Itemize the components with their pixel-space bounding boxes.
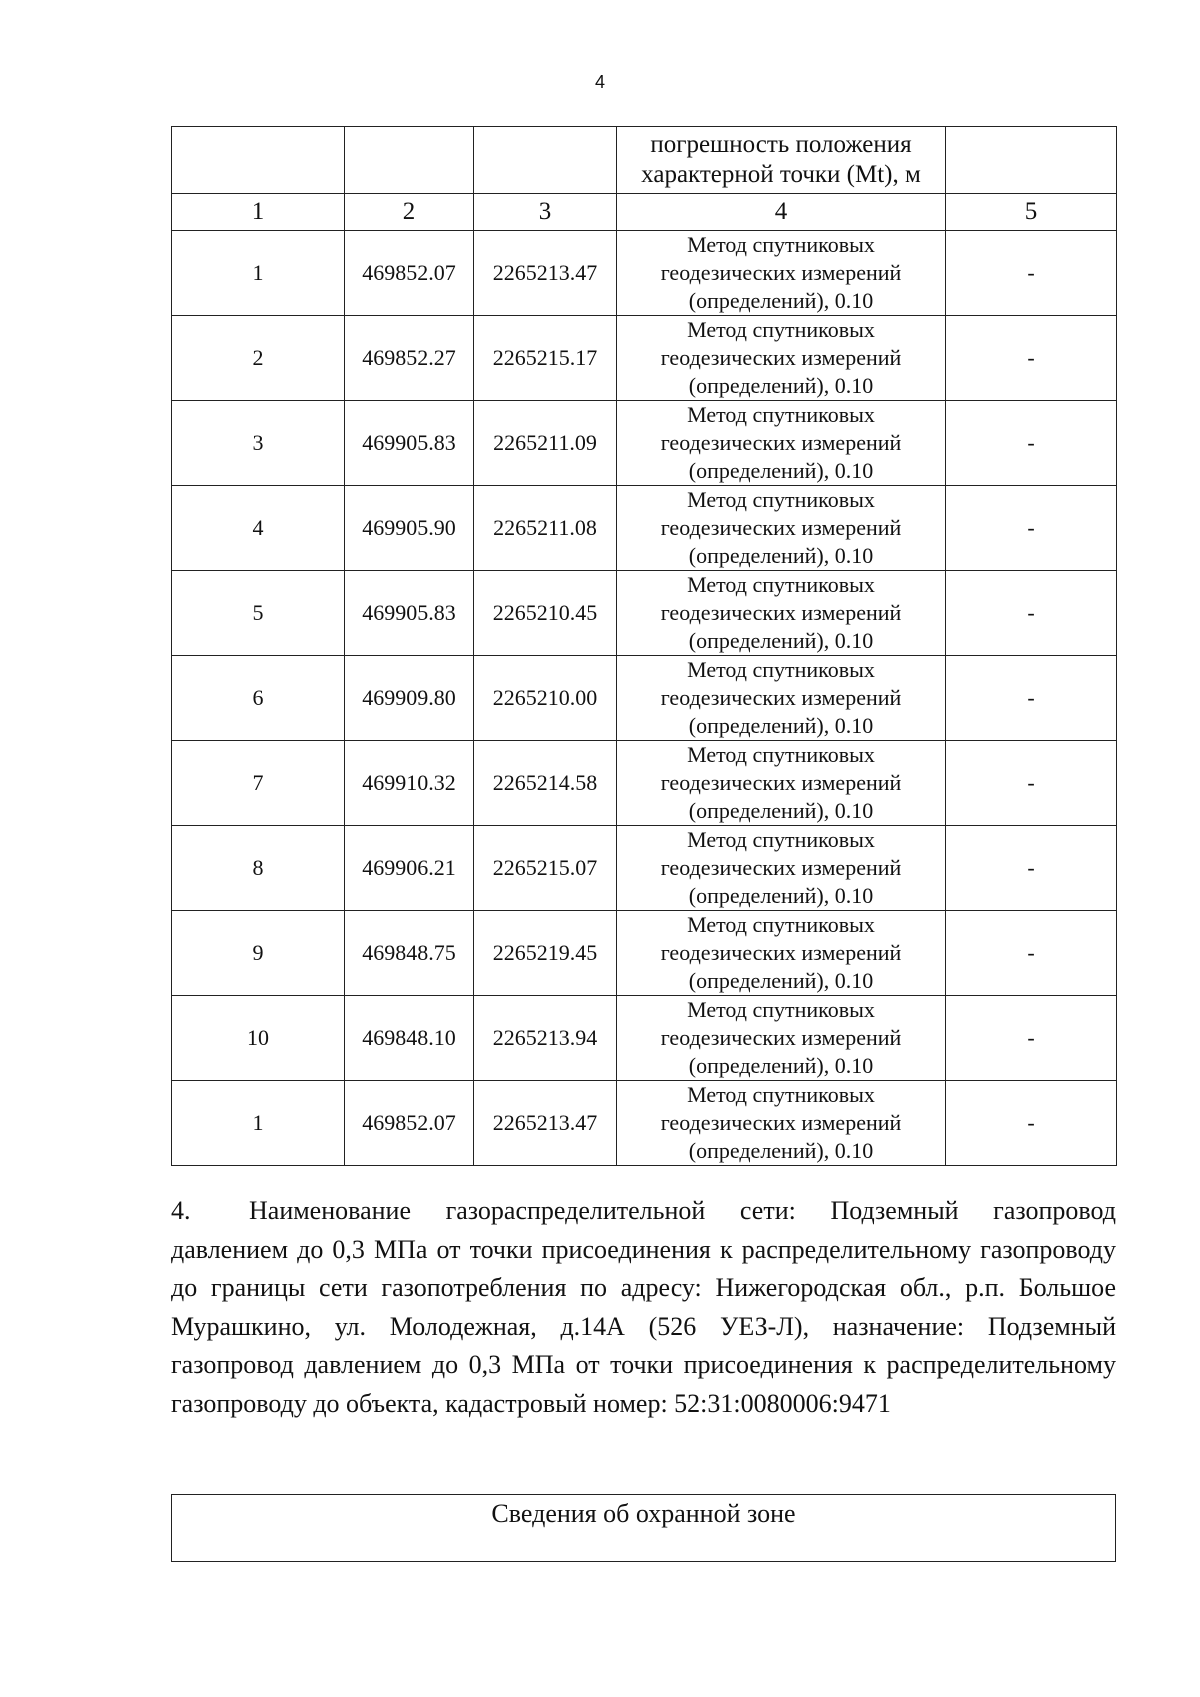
y-coordinate-cell: 2265215.07 <box>474 826 617 911</box>
point-number-cell: 7 <box>172 741 345 826</box>
x-coordinate-cell: 469906.21 <box>345 826 474 911</box>
column-numbers-row <box>172 194 1117 231</box>
y-coordinate-cell: 2265214.58 <box>474 741 617 826</box>
extra-cell: - <box>946 231 1117 316</box>
protection-zone-title: Сведения об охранной зоне <box>491 1499 796 1528</box>
section-text: Наименование газораспределительной сети: Подземный газопровод давлением до 0,3 МПа от точки присоединения к распределительному газопроводу до границы сети газопотребления по адресу: Нижегородская обл., р.п. Большое Мурашкино, ул. Молодежная, д.14А (526 УЕЗ-Л), назначение: Подземный газопровод давлением до 0,3 МПа от точки присоединения к распределительному газопроводу до объекта, кадастровый номер: 52:31:0080006:9471 <box>171 1196 1116 1418</box>
header-cell-accuracy: погрешность положения характерной точки (Mt), м <box>617 127 946 194</box>
x-coordinate-cell: 469909.80 <box>345 656 474 741</box>
y-coordinate-cell: 2265213.94 <box>474 996 617 1081</box>
header-cell-5 <box>946 127 1117 194</box>
y-coordinate-cell: 2265215.17 <box>474 316 617 401</box>
column-number: 2 <box>345 194 474 231</box>
y-coordinate-cell: 2265211.09 <box>474 401 617 486</box>
table-row <box>172 231 1117 316</box>
method-cell: Метод спутниковых геодезических измерений (определений), 0.10 <box>617 826 946 911</box>
y-coordinate-cell: 2265210.00 <box>474 656 617 741</box>
extra-cell: - <box>946 996 1117 1081</box>
method-cell: Метод спутниковых геодезических измерений (определений), 0.10 <box>617 741 946 826</box>
extra-cell: - <box>946 741 1117 826</box>
point-number-cell: 8 <box>172 826 345 911</box>
table-row <box>172 911 1117 996</box>
y-coordinate-cell: 2265213.47 <box>474 231 617 316</box>
extra-cell: - <box>946 826 1117 911</box>
extra-cell: - <box>946 486 1117 571</box>
point-number-cell: 9 <box>172 911 345 996</box>
x-coordinate-cell: 469905.83 <box>345 401 474 486</box>
method-cell: Метод спутниковых геодезических измерений (определений), 0.10 <box>617 911 946 996</box>
point-number-cell: 10 <box>172 996 345 1081</box>
method-cell: Метод спутниковых геодезических измерений (определений), 0.10 <box>617 316 946 401</box>
table-row <box>172 1081 1117 1166</box>
table-row <box>172 996 1117 1081</box>
x-coordinate-cell: 469848.75 <box>345 911 474 996</box>
x-coordinate-cell: 469852.07 <box>345 1081 474 1166</box>
x-coordinate-cell: 469848.10 <box>345 996 474 1081</box>
header-cell-3 <box>474 127 617 194</box>
method-cell: Метод спутниковых геодезических измерений (определений), 0.10 <box>617 1081 946 1166</box>
y-coordinate-cell: 2265213.47 <box>474 1081 617 1166</box>
section-paragraph <box>171 1192 1116 1423</box>
y-coordinate-cell: 2265219.45 <box>474 911 617 996</box>
x-coordinate-cell: 469905.90 <box>345 486 474 571</box>
table-row <box>172 656 1117 741</box>
extra-cell: - <box>946 401 1117 486</box>
method-cell: Метод спутниковых геодезических измерений (определений), 0.10 <box>617 401 946 486</box>
table-row <box>172 826 1117 911</box>
method-cell: Метод спутниковых геодезических измерений (определений), 0.10 <box>617 996 946 1081</box>
point-number-cell: 3 <box>172 401 345 486</box>
method-cell: Метод спутниковых геодезических измерений (определений), 0.10 <box>617 571 946 656</box>
header-cell-2 <box>345 127 474 194</box>
extra-cell: - <box>946 571 1117 656</box>
table-row <box>172 571 1117 656</box>
column-number: 3 <box>474 194 617 231</box>
point-number-cell: 2 <box>172 316 345 401</box>
method-cell: Метод спутниковых геодезических измерений (определений), 0.10 <box>617 231 946 316</box>
column-number: 5 <box>946 194 1117 231</box>
table-row <box>172 316 1117 401</box>
point-number-cell: 1 <box>172 231 345 316</box>
extra-cell: - <box>946 656 1117 741</box>
y-coordinate-cell: 2265211.08 <box>474 486 617 571</box>
protection-zone-box <box>171 1494 1116 1562</box>
y-coordinate-cell: 2265210.45 <box>474 571 617 656</box>
header-cell-1 <box>172 127 345 194</box>
page-number: 4 <box>594 72 605 92</box>
coordinates-table <box>171 126 1117 1166</box>
method-cell: Метод спутниковых геодезических измерений (определений), 0.10 <box>617 486 946 571</box>
column-number: 1 <box>172 194 345 231</box>
x-coordinate-cell: 469852.07 <box>345 231 474 316</box>
table-row <box>172 401 1117 486</box>
method-cell: Метод спутниковых геодезических измерений (определений), 0.10 <box>617 656 946 741</box>
extra-cell: - <box>946 1081 1117 1166</box>
section-number: 4. <box>171 1196 191 1225</box>
point-number-cell: 6 <box>172 656 345 741</box>
point-number-cell: 5 <box>172 571 345 656</box>
extra-cell: - <box>946 316 1117 401</box>
point-number-cell: 1 <box>172 1081 345 1166</box>
extra-cell: - <box>946 911 1117 996</box>
x-coordinate-cell: 469905.83 <box>345 571 474 656</box>
table-row <box>172 486 1117 571</box>
x-coordinate-cell: 469852.27 <box>345 316 474 401</box>
table-header-continuation-row <box>172 127 1117 194</box>
column-number: 4 <box>617 194 946 231</box>
x-coordinate-cell: 469910.32 <box>345 741 474 826</box>
table-row <box>172 741 1117 826</box>
point-number-cell: 4 <box>172 486 345 571</box>
